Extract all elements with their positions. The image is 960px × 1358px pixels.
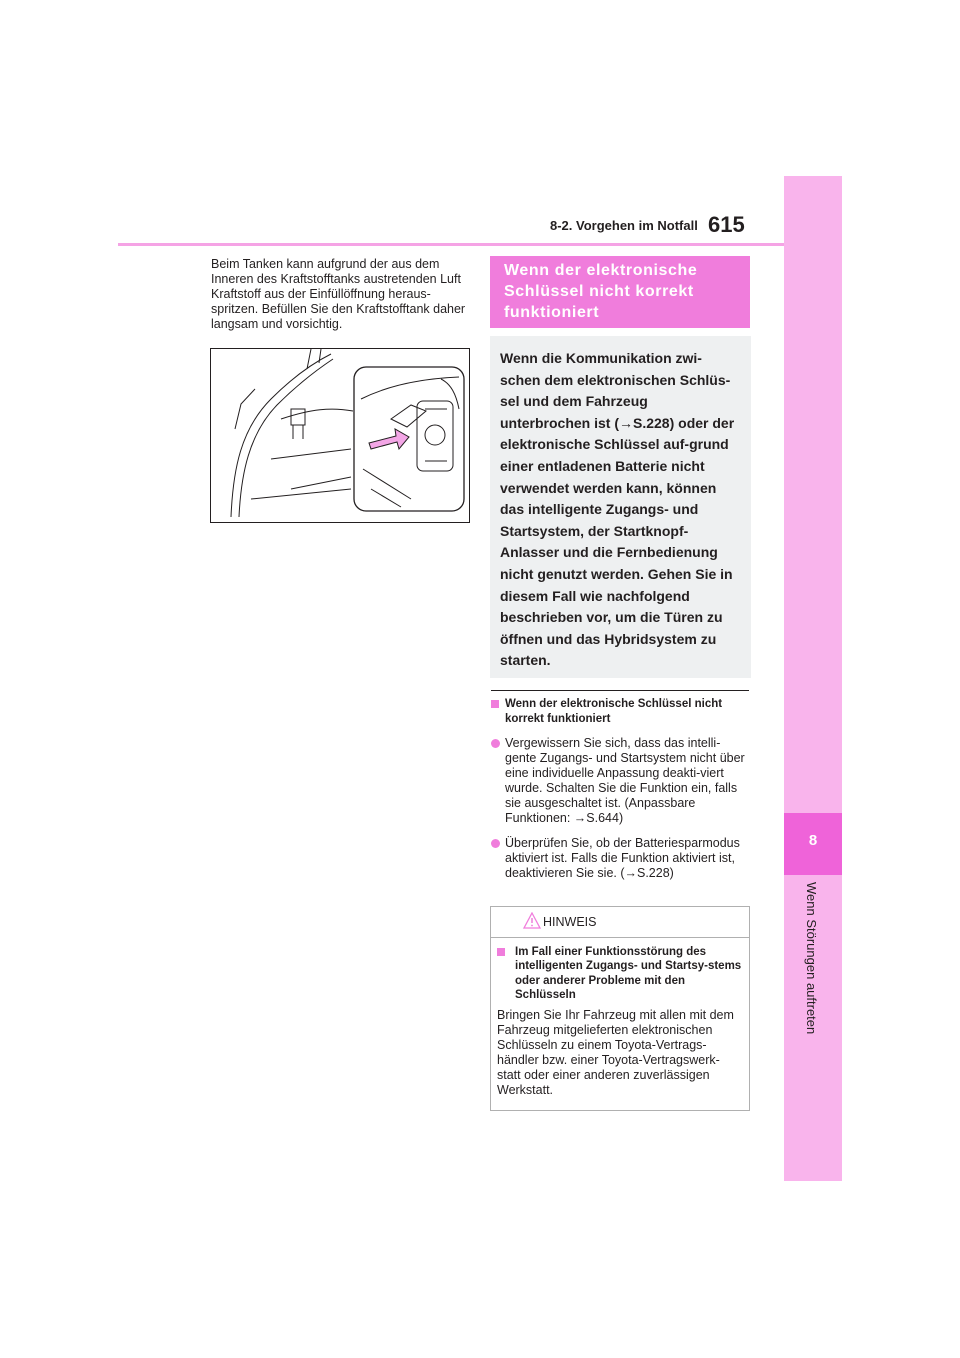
troubleshoot-heading: Wenn der elektronische Schlüssel nicht korrekt funktioniert — [491, 697, 749, 726]
bullet-item: Vergewissern Sie sich, dass das intelli-gente Zugangs- und Startsystem nicht über eine individuelle Anpassung deakti-viert wurde. Schalten Sie die Funktion ein, falls sie ausgeschaltet ist. (Anpassbare Funktionen: →S.644) — [491, 736, 749, 826]
warning-triangle-icon — [523, 912, 541, 929]
car-fuel-door-drawing — [211, 349, 469, 522]
header-rule — [118, 243, 784, 246]
intro-paragraph: Beim Tanken kann aufgrund der aus dem Inneren des Kraftstofftanks austretenden Luft Kraftstoff aus der Einfüllöffnung heraus-spritzen. Befüllen Sie den Kraftstofftank daher langsam und vorsichtig. — [211, 257, 466, 331]
section-title: 8-2. Vorgehen im Notfall — [550, 218, 698, 233]
note-subheading: Im Fall einer Funktionsstörung des intelligenten Zugangs- und Startsy-stems oder anderer Probleme mit den Schlüsseln — [497, 945, 743, 1002]
summary-text: Wenn die Kommunikation zwi-schen dem elektronischen Schlüs-sel und dem Fahrzeug unterbrochen ist (→S.228) oder der elektronische Schlüssel auf-grund einer entladenen Batterie nicht verwendet werden kann, können das intelligente Zugangs- und Startsystem, der Startknopf-Anlasser und die Fernbedienung nicht genutzt werden. Gehen Sie in diesem Fall wie nachfolgend beschrieben vor, um die Türen zu öffnen und das Hybridsystem zu starten. — [500, 350, 735, 669]
circle-bullet-icon — [491, 839, 500, 848]
note-header — [491, 907, 749, 938]
troubleshoot-section — [491, 690, 749, 881]
summary-box — [490, 336, 751, 678]
fuel-inlet-illustration — [210, 348, 470, 523]
chapter-title: Wenn Störungen auftreten — [804, 882, 819, 1035]
square-bullet-icon — [497, 948, 505, 956]
note-label: HINWEIS — [543, 915, 597, 929]
square-bullet-icon — [491, 700, 499, 708]
bullet-item: Überprüfen Sie, ob der Batteriesparmodus aktiviert ist. Falls die Funktion aktiviert ist, deaktivieren Sie sie. (→S.228) — [491, 836, 749, 881]
note-box — [490, 906, 750, 1111]
note-text: Bringen Sie Ihr Fahrzeug mit allen mit dem Fahrzeug mitgelieferten elektronischen Schlüsseln zu einem Toyota-Vertrags-händler bzw. einer Toyota-Vertragswerk-statt oder einer anderen zuverlässigen Werkstatt. — [497, 1008, 734, 1098]
section-heading: Wenn der elektronische Schlüssel nicht korrekt funktioniert — [490, 256, 750, 328]
page-number: 615 — [708, 212, 745, 237]
chapter-number: 8 — [808, 832, 818, 849]
circle-bullet-icon — [491, 739, 500, 748]
